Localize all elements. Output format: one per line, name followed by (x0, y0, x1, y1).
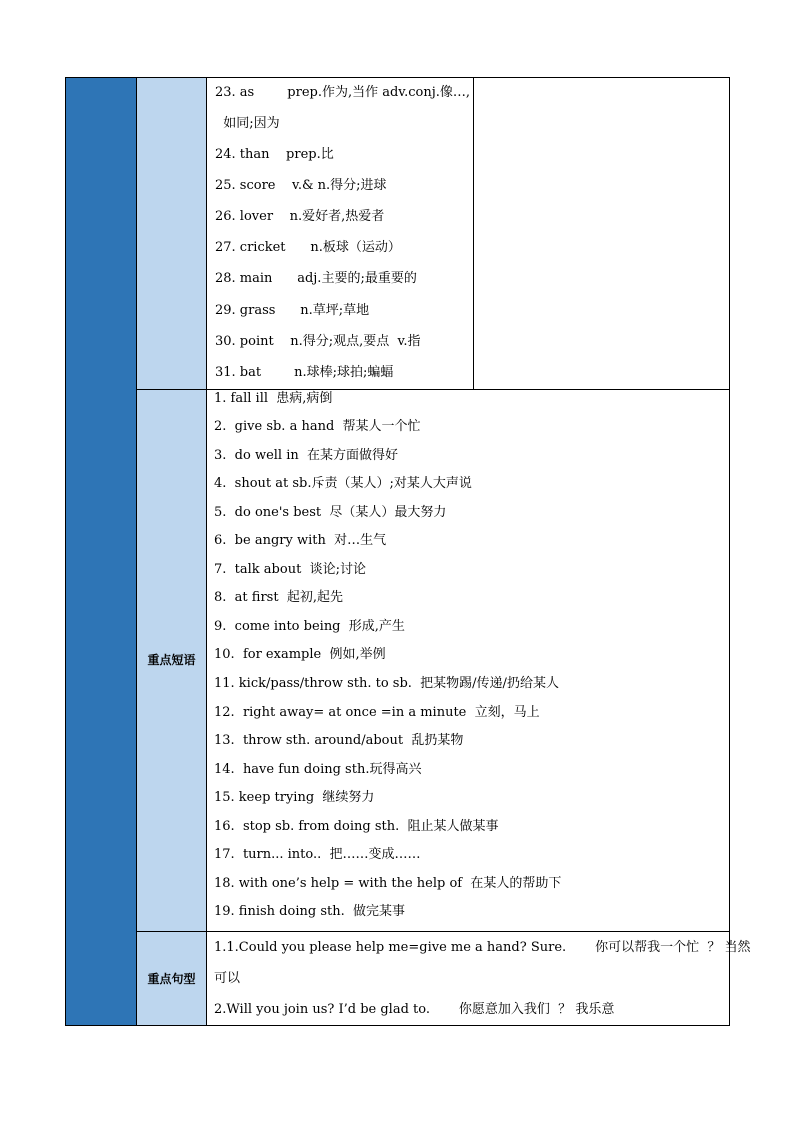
phrase-item: 13. throw sth. around/about 乱扔某物 (214, 733, 464, 748)
vocabulary-item: 31. bat n.球棒;球拍;蝙蝠 (215, 365, 394, 380)
vocabulary-item: 23. as prep.作为,当作 adv.conj.像…, (215, 85, 471, 100)
sentence-line: 2.Will you join us? I’d be glad to. 你愿意加入我们 ？ 我乐意 (214, 1002, 615, 1017)
phrase-item: 7. talk about 谈论;讨论 (214, 562, 366, 577)
phrase-item: 5. do one's best 尽（某人）最大努力 (214, 505, 447, 520)
sentence-line: 可以 (214, 971, 241, 986)
section-column-fill (65, 77, 136, 1025)
sentences-section-label: 重点句型 (147, 972, 196, 986)
vocabulary-item: 25. score v.& n.得分;进球 (215, 178, 387, 193)
vocabulary-item: 28. main adj.主要的;最重要的 (215, 271, 417, 286)
vocabulary-item: 26. lover n.爱好者,热爱者 (215, 209, 385, 224)
phrase-item: 18. with one’s help = with the help of 在某人的帮助下 (214, 876, 562, 891)
sentence-line: 1.1.Could you please help me=give me a hand? Sure. 你可以帮我一个忙 ？ 当然 (214, 940, 751, 955)
table-border-right (729, 77, 730, 1026)
vocabulary-item: 24. than prep.比 (215, 147, 334, 162)
phrase-item: 1. fall ill 患病,病倒 (214, 391, 333, 406)
vocab-right-divider (473, 77, 474, 390)
phrases-section-label: 重点短语 (147, 653, 196, 667)
table-border-left (65, 77, 66, 1026)
phrase-item: 6. be angry with 对…生气 (214, 533, 387, 548)
vocabulary-item: 29. grass n.草坪;草地 (215, 303, 370, 318)
column-divider (136, 77, 137, 1026)
row-divider (136, 389, 730, 390)
phrase-item: 2. give sb. a hand 帮某人一个忙 (214, 419, 421, 434)
phrase-item: 12. right away= at once =in a minute 立刻，马上 (214, 705, 540, 720)
phrase-item: 14. have fun doing sth.玩得高兴 (214, 762, 422, 777)
vocabulary-item: 如同;因为 (215, 116, 280, 131)
phrase-item: 19. finish doing sth. 做完某事 (214, 904, 405, 919)
phrase-item: 15. keep trying 继续努力 (214, 790, 375, 805)
column-divider (206, 77, 207, 1026)
table-border-top (65, 77, 730, 78)
label-column-fill (136, 77, 206, 1025)
phrase-item: 11. kick/pass/throw sth. to sb. 把某物踢/传递/扔给某人 (214, 676, 559, 691)
vocabulary-item: 30. point n.得分;观点,要点 v.指 (215, 334, 421, 349)
phrase-item: 16. stop sb. from doing sth. 阻止某人做某事 (214, 819, 499, 834)
vocabulary-item: 27. cricket n.板球（运动） (215, 240, 401, 255)
phrase-item: 3. do well in 在某方面做得好 (214, 448, 399, 463)
phrase-item: 10. for example 例如,举例 (214, 647, 386, 662)
phrase-item: 9. come into being 形成,产生 (214, 619, 405, 634)
phrase-item: 4. shout at sb.斥责（某人）;对某人大声说 (214, 476, 472, 491)
phrase-item: 17. turn... into.. 把……变成…… (214, 847, 421, 862)
row-divider (136, 931, 730, 932)
phrase-item: 8. at first 起初,起先 (214, 590, 343, 605)
table-border-bottom (65, 1025, 730, 1026)
